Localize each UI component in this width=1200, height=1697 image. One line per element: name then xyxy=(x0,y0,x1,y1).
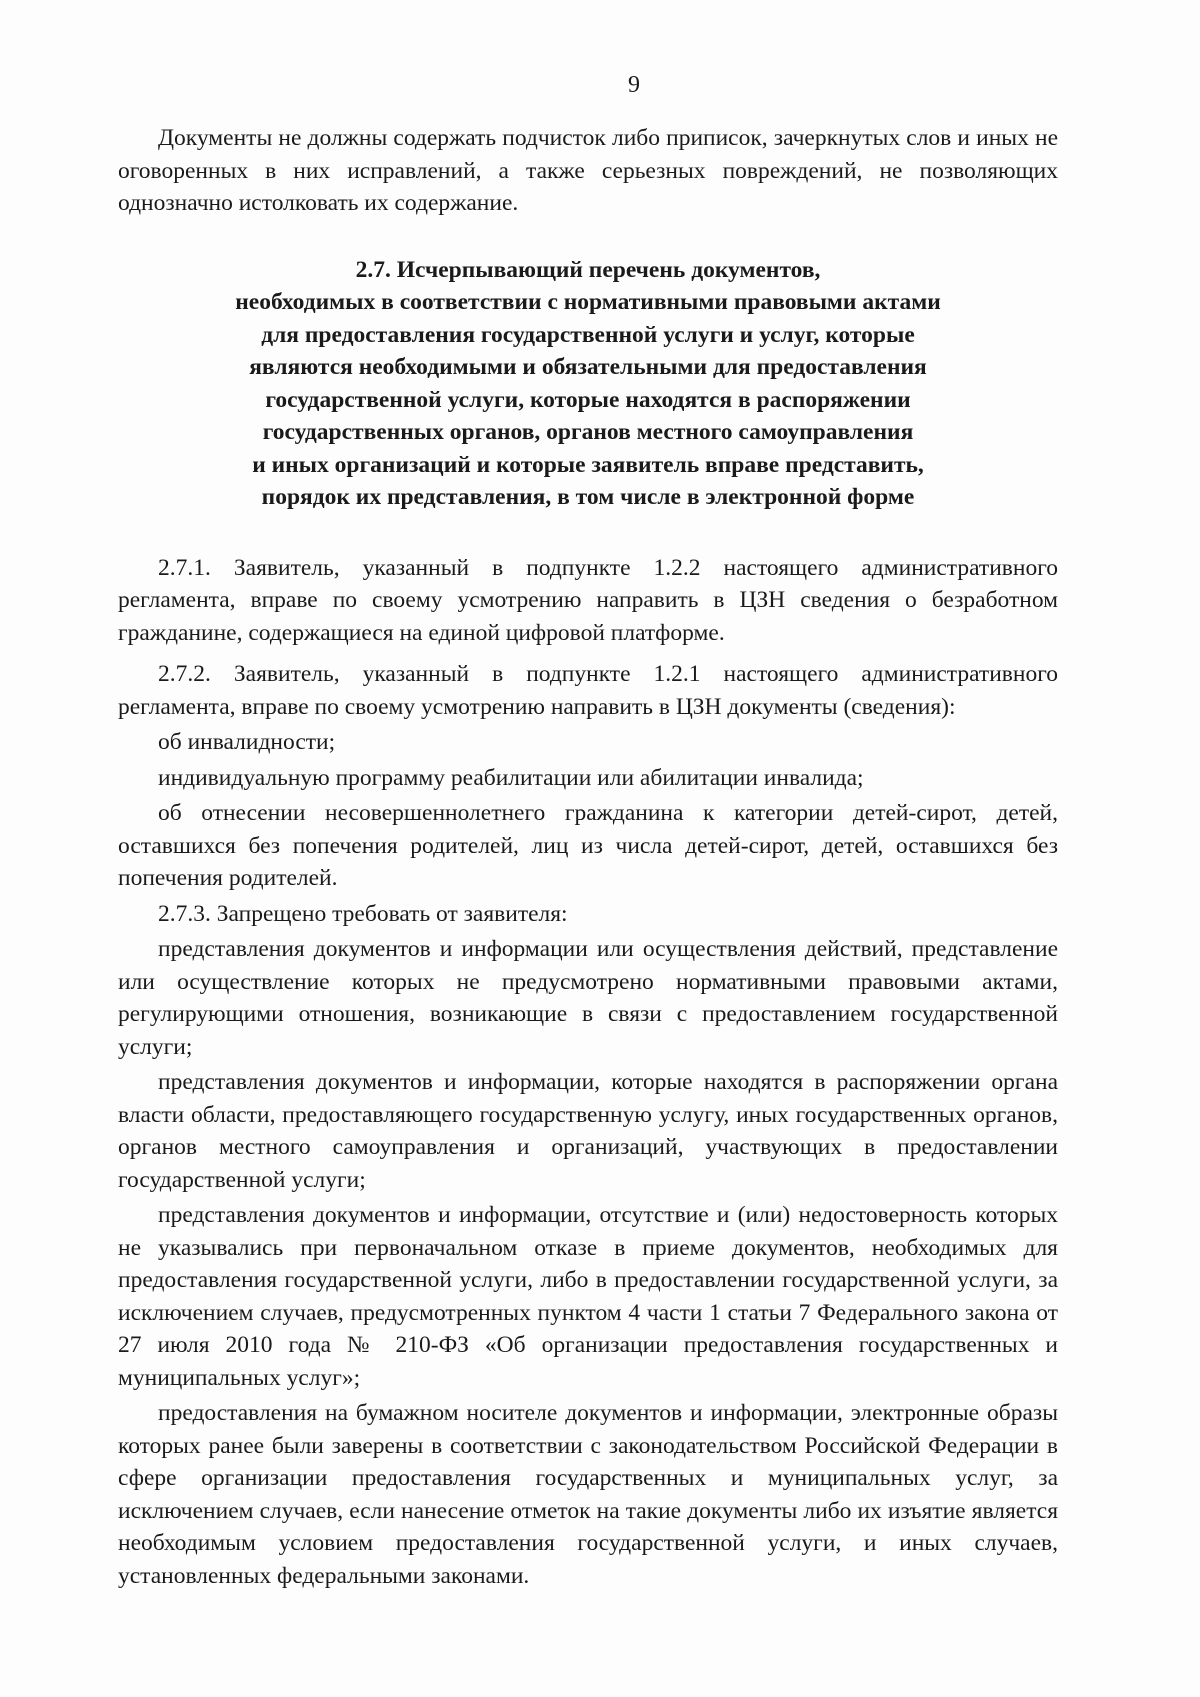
heading-line: и иных организаций и которые заявитель вправе представить, xyxy=(252,451,924,478)
page-number: 9 xyxy=(628,72,640,98)
section-heading xyxy=(118,254,1058,514)
heading-line: 2.7. Исчерпывающий перечень документов, xyxy=(355,256,821,283)
heading-line: для предоставления государственной услуги и услуг, которые xyxy=(261,321,915,348)
heading-line: необходимых в соответствии с нормативными правовыми актами xyxy=(235,289,941,315)
paragraph-2-7-2: 2.7.2. Заявитель, указанный в подпункте 1.2.1 настоящего административного регламента, вправе по своему усмотрению направить в ЦЗН документы (сведения): xyxy=(118,661,1058,720)
heading-line: государственной услуги, которые находятся в распоряжении xyxy=(265,386,911,413)
list-item-disability: об инвалидности; xyxy=(158,729,336,755)
list-item-orphan-category: об отнесении несовершеннолетнего гражданина к категории детей-сирот, детей, оставшихся без попечения родителей, лиц из числа детей-сирот, детей, оставшихся без попечения родителей. xyxy=(118,800,1058,891)
prohibited-item-3: представления документов и информации, отсутствие и (или) недостоверность которых не указывались при первоначальном отказе в приеме документов, необходимых для предоставления государственной услуги, либо в предоставлении государственной услуги, за исключением случаев, предусмотренных пунктом 4 части 1 статьи 7 Федерального закона от 27 июля 2010 года № 210-ФЗ «Об организации предоставления государственных и муниципальных услуг»; xyxy=(118,1202,1058,1391)
paragraph-2-7-3: 2.7.3. Запрещено требовать от заявителя: xyxy=(158,900,568,927)
paragraph-2-7-1: 2.7.1. Заявитель, указанный в подпункте 1.2.2 настоящего административного регламента, вправе по своему усмотрению направить в ЦЗН сведения о безработном гражданине, содержащиеся на единой цифровой платформе. xyxy=(118,554,1058,646)
document-body xyxy=(118,122,1058,1592)
list-item-rehab-program: индивидуальную программу реабилитации или абилитации инвалида; xyxy=(158,764,864,791)
intro-paragraph: Документы не должны содержать подчисток либо приписок, зачеркнутых слов и иных не оговоренных в них исправлений, а также серьезных повреждений, не позволяющих однозначно истолковать их содержание. xyxy=(118,125,1058,216)
heading-line: порядок их представления, в том числе в электронной форме xyxy=(261,484,915,510)
prohibited-item-1: представления документов и информации или осуществления действий, представление или осуществление которых не предусмотрено нормативными правовыми актами, регулирующими отношения, возникающие в связи с предоставлением государственной услуги; xyxy=(118,936,1058,1060)
heading-line: являются необходимыми и обязательными для предоставления xyxy=(249,354,927,380)
prohibited-item-2: представления документов и информации, которые находятся в распоряжении органа власти области, предоставляющего государственную услугу, иных государственных органов, органов местного самоуправления и организаций, участвующих в предоставлении государственной услуги; xyxy=(118,1069,1058,1193)
heading-line: государственных органов, органов местного самоуправления xyxy=(262,419,914,445)
prohibited-item-4: предоставления на бумажном носителе документов и информации, электронные образы которых ранее были заверены в соответствии с законодательством Российской Федерации в сфере организации предоставления государственных и муниципальных услуг, за исключением случаев, если нанесение отметок на такие документы либо их изъятие является необходимым условием предоставления государственной услуги, и иных случаев, установленных федеральными законами. xyxy=(118,1400,1058,1589)
